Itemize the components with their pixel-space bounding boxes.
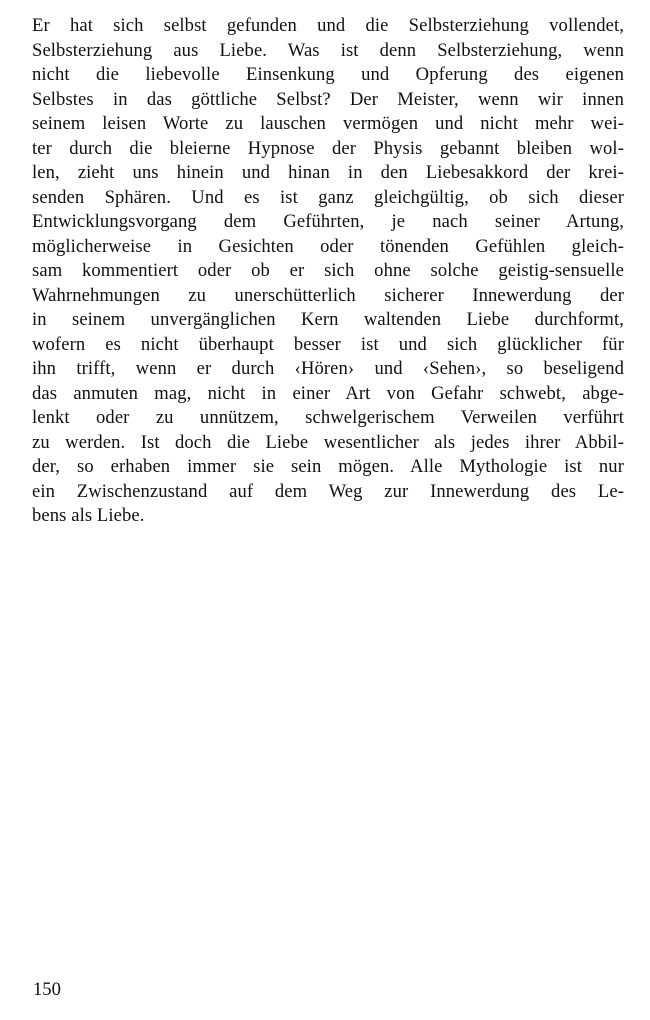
text-line: möglicherweise in Gesichten oder tönenden Gefühlen gleich- <box>32 235 624 257</box>
text-line: seinem leisen Worte zu lauschen vermögen und nicht mehr wei- <box>32 113 624 134</box>
text-line: sam kommentiert oder ob er sich ohne solche geistig-sensuelle <box>32 260 624 281</box>
text-line: ter durch die bleierne Hypnose der Physis gebannt bleiben wol- <box>32 137 624 159</box>
text-line: in seinem unvergänglichen Kern waltenden Liebe durchformt, <box>32 309 624 330</box>
text-line: Entwicklungsvorgang dem Geführten, je nach seiner Artung, <box>32 211 624 232</box>
text-line: ihn trifft, wenn er durch ‹Hören› und ‹Sehen›, so beseligend <box>32 358 624 379</box>
text-line: len, zieht uns hinein und hinan in den Liebesakkord der krei- <box>32 162 624 183</box>
text-line: lenkt oder zu unnützem, schwelgerischem Verweilen verführt <box>32 407 624 428</box>
text-line: Selbsterziehung aus Liebe. Was ist denn Selbsterziehung, wenn <box>32 39 624 61</box>
text-line: das anmuten mag, nicht in einer Art von Gefahr schwebt, abge- <box>32 382 624 404</box>
text-line: Wahrnehmungen zu unerschütterlich sicherer Innewerdung der <box>32 284 624 306</box>
text-line: Er hat sich selbst gefunden und die Selbsterziehung vollendet, <box>32 15 624 36</box>
text-line: zu werden. Ist doch die Liebe wesentlicher als jedes ihrer Abbil- <box>32 431 624 453</box>
text-line: Selbstes in das göttliche Selbst? Der Meister, wenn wir innen <box>32 88 624 110</box>
text-line: nicht die liebevolle Einsenkung und Opferung des eigenen <box>32 64 624 85</box>
body-text <box>32 14 624 529</box>
text-line: der, so erhaben immer sie sein mögen. Alle Mythologie ist nur <box>32 456 624 477</box>
text-line: senden Sphären. Und es ist ganz gleichgültig, ob sich dieser <box>32 186 624 208</box>
text-line: ein Zwischenzustand auf dem Weg zur Innewerdung des Le- <box>32 480 624 502</box>
text-line: wofern es nicht überhaupt besser ist und sich glücklicher für <box>32 333 624 355</box>
page-number: 150 <box>33 979 61 1000</box>
text-line: bens als Liebe. <box>32 505 145 526</box>
